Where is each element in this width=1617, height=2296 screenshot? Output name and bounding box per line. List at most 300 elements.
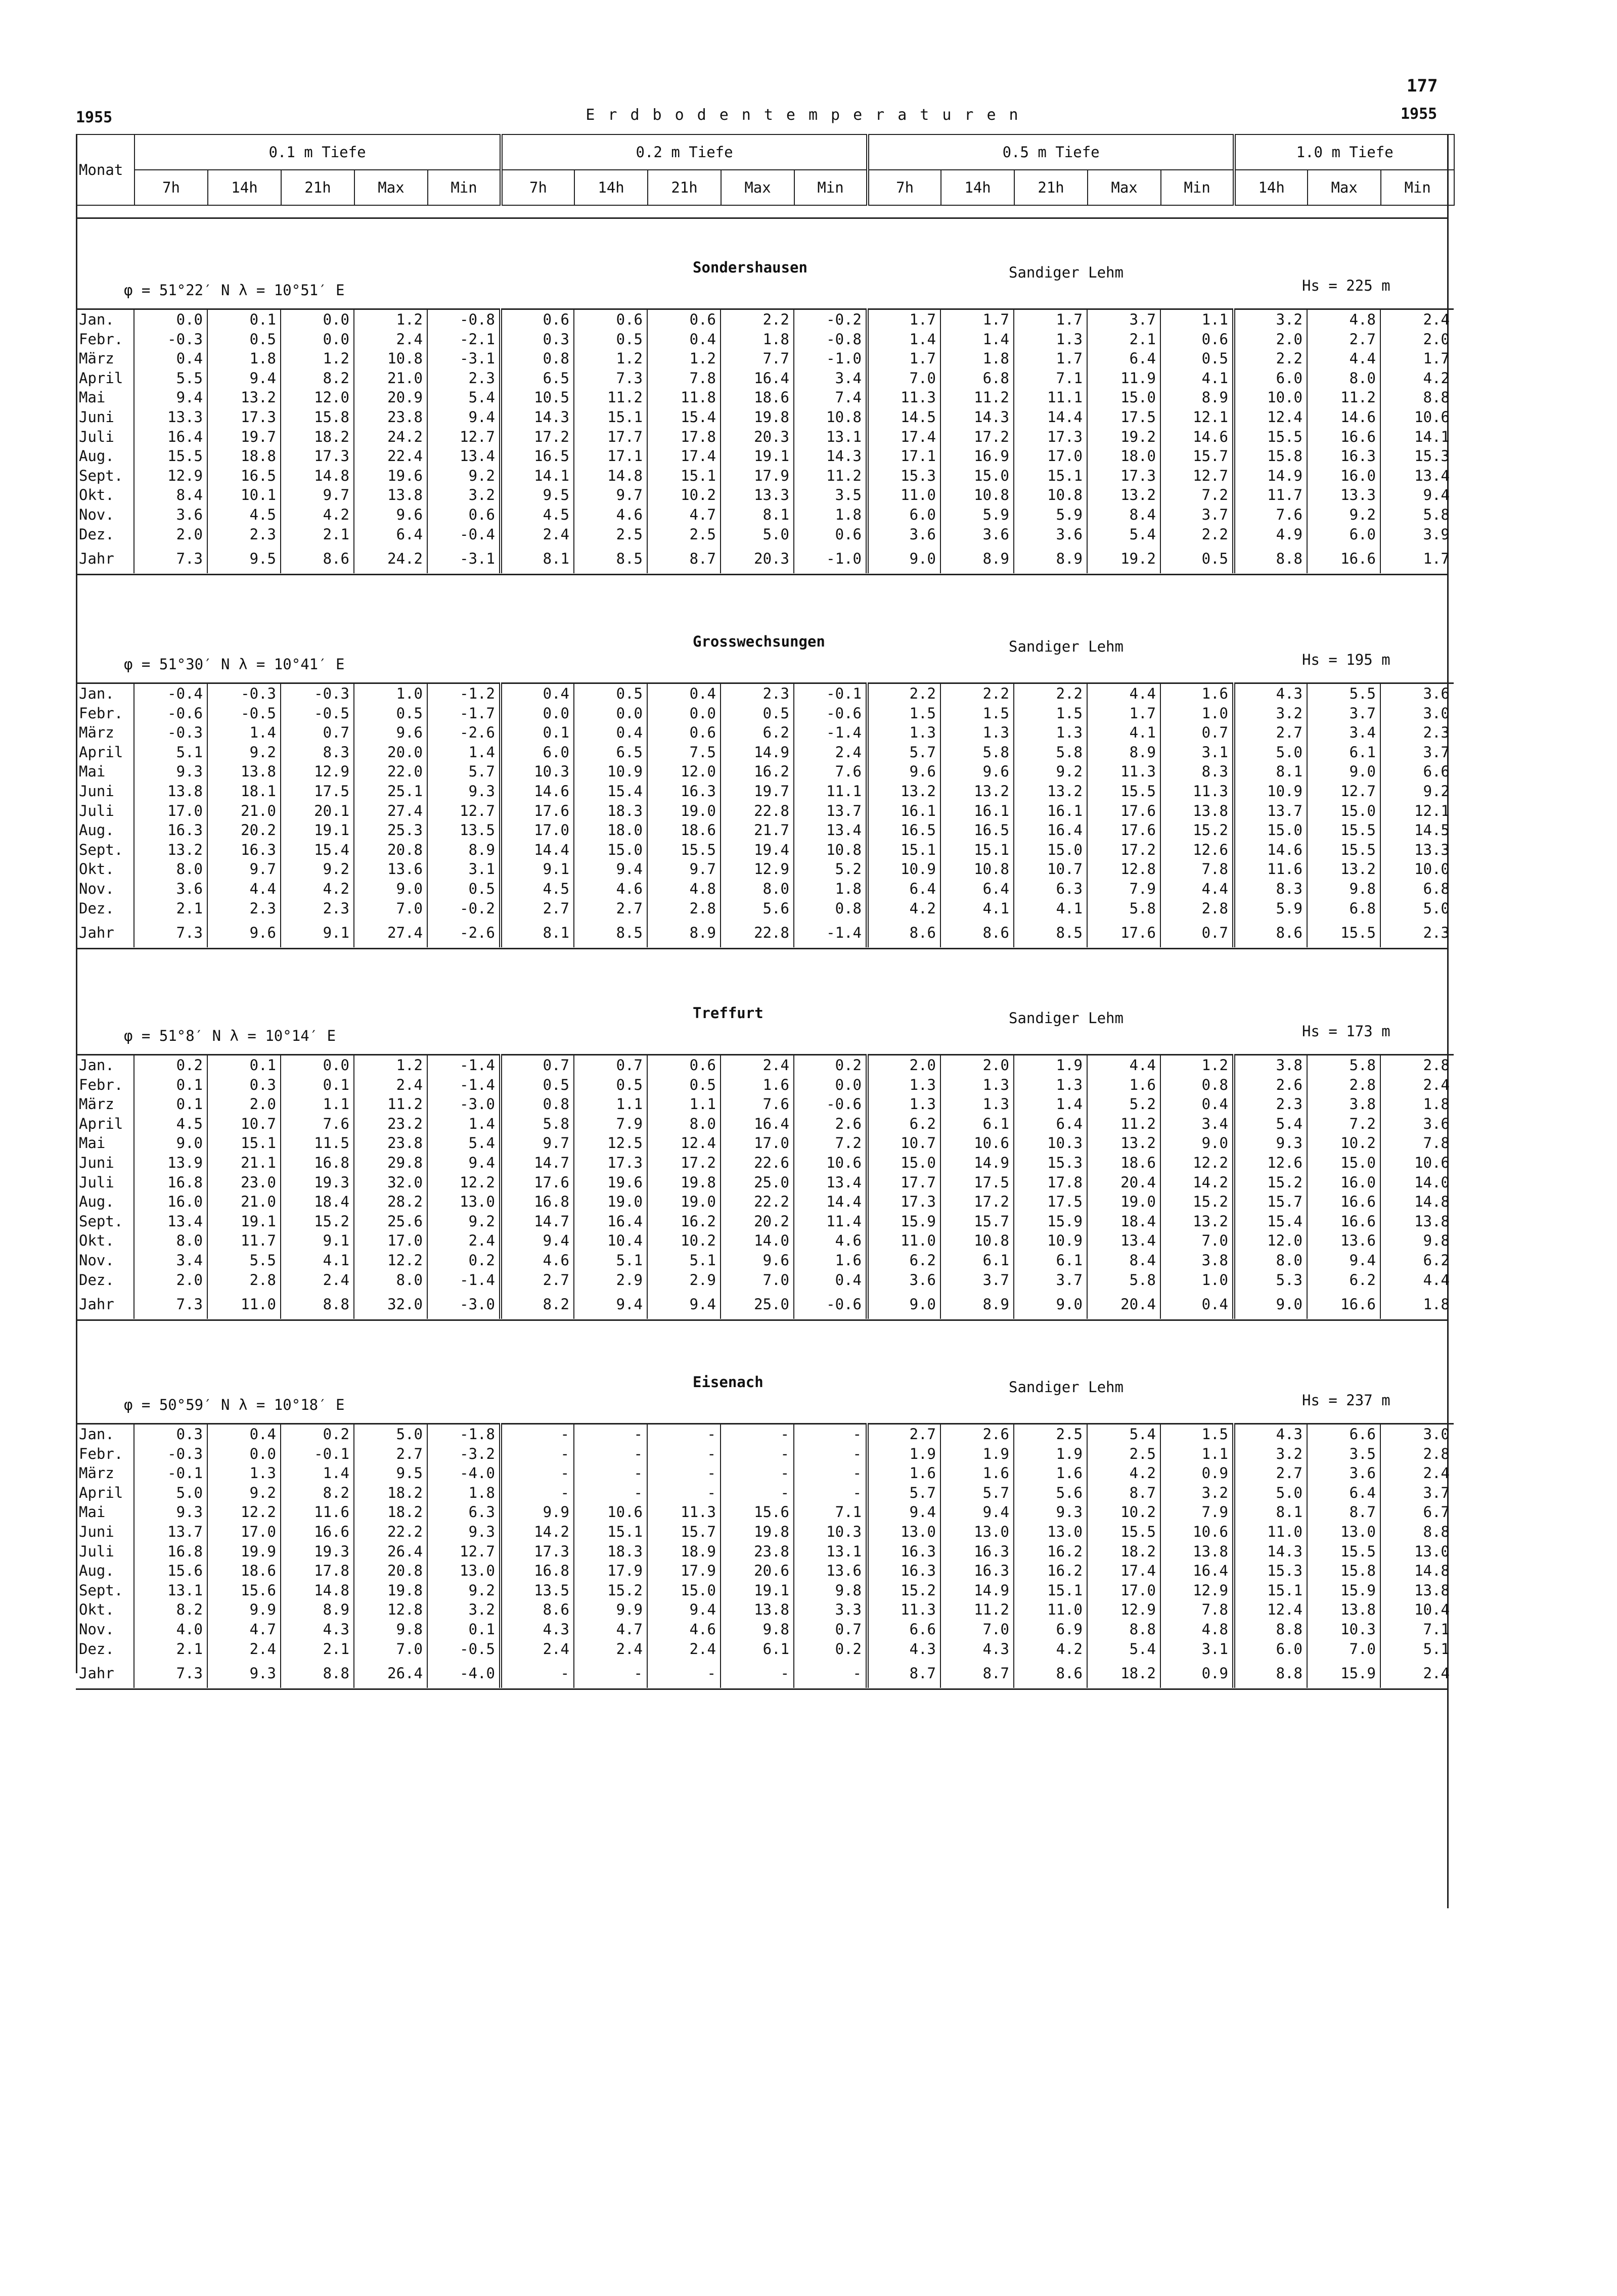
value-cell: 25.6 <box>354 1212 427 1231</box>
value-cell: 0.5 <box>574 1075 647 1095</box>
value-cell: 10.7 <box>207 1114 281 1134</box>
value-cell: 1.8 <box>794 505 867 525</box>
month-label: Jahr <box>76 1290 134 1319</box>
value-cell: 4.1 <box>281 1251 354 1270</box>
value-cell: 3.2 <box>427 1600 501 1620</box>
value-cell: 20.3 <box>721 544 794 573</box>
month-label: Juni <box>76 407 134 427</box>
value-cell: 3.2 <box>1234 1444 1307 1464</box>
value-cell: 10.3 <box>1307 1620 1380 1639</box>
value-cell: 6.4 <box>940 879 1014 899</box>
value-cell: 9.4 <box>647 1600 721 1620</box>
value-cell: 10.4 <box>1414 1601 1450 1619</box>
value-cell: 4.6 <box>794 1231 867 1251</box>
value-cell: 15.3 <box>867 466 940 486</box>
value-cell: 17.4 <box>1087 1561 1160 1581</box>
month-row <box>76 1075 1454 1095</box>
value-cell: 15.7 <box>1234 1192 1307 1212</box>
value-cell: 15.0 <box>647 1581 721 1600</box>
value-cell: 13.5 <box>501 1581 574 1600</box>
value-cell: 17.0 <box>1014 446 1087 466</box>
value-cell: 17.8 <box>647 427 721 447</box>
value-cell: -0.2 <box>794 309 867 330</box>
value-cell: 1.6 <box>1087 1075 1160 1095</box>
value-cell: 9.4 <box>1423 486 1450 504</box>
value-cell: 4.2 <box>281 879 354 899</box>
value-cell: 17.4 <box>647 446 721 466</box>
value-cell: 11.2 <box>1087 1114 1160 1134</box>
value-cell: 0.2 <box>794 1639 867 1659</box>
value-cell: 17.3 <box>574 1153 647 1173</box>
value-cell: 5.1 <box>574 1251 647 1270</box>
value-cell: -0.5 <box>281 704 354 723</box>
value-cell: 5.8 <box>1423 506 1450 523</box>
value-cell: 1.4 <box>1014 1094 1087 1114</box>
value-cell: 9.0 <box>1234 1290 1307 1319</box>
month-row <box>76 407 1454 427</box>
value-cell: 10.5 <box>501 388 574 407</box>
value-cell: 2.8 <box>1307 1075 1380 1095</box>
value-cell: 6.4 <box>867 879 940 899</box>
value-cell: 0.4 <box>501 683 574 704</box>
value-cell: -0.5 <box>207 704 281 723</box>
value-cell: 14.9 <box>940 1581 1014 1600</box>
value-cell: 16.1 <box>940 801 1014 821</box>
value-cell: 11.1 <box>1014 388 1087 407</box>
value-cell: 2.0 <box>1234 330 1307 349</box>
value-cell: 7.3 <box>134 918 207 947</box>
value-cell: -1.4 <box>794 723 867 743</box>
value-cell: 10.2 <box>1307 1133 1380 1153</box>
value-cell: 1.2 <box>647 349 721 369</box>
value-cell: 4.8 <box>647 879 721 899</box>
value-cell: 17.6 <box>1087 918 1160 947</box>
month-label: Juli <box>76 801 134 821</box>
value-cell: 2.0 <box>134 525 207 544</box>
value-cell: 24.2 <box>354 427 427 447</box>
value-cell: 0.9 <box>1160 1463 1234 1483</box>
value-cell: 17.9 <box>574 1561 647 1581</box>
value-cell: 2.4 <box>721 1055 794 1075</box>
value-cell: 16.6 <box>1307 1192 1380 1212</box>
header-group-01: 0.1 m Tiefe <box>134 134 501 170</box>
value-cell: 2.7 <box>1234 723 1307 743</box>
value-cell: 0.4 <box>647 330 721 349</box>
value-cell: - <box>794 1659 867 1688</box>
value-cell: 2.5 <box>1014 1424 1087 1444</box>
value-cell: 13.3 <box>1414 841 1450 858</box>
value-cell: -0.8 <box>794 330 867 349</box>
value-cell: 3.4 <box>1307 723 1380 743</box>
value-cell: 1.0 <box>354 683 427 704</box>
value-cell: 9.6 <box>940 762 1014 782</box>
value-cell: 18.4 <box>281 1192 354 1212</box>
value-cell: 20.2 <box>207 820 281 840</box>
value-cell: - <box>501 1444 574 1464</box>
value-cell: 1.5 <box>1160 1424 1234 1444</box>
value-cell: 16.3 <box>1307 446 1380 466</box>
header-col-1-0: 7h <box>501 170 574 205</box>
value-cell: 2.4 <box>354 1075 427 1095</box>
value-cell: 7.8 <box>1160 1600 1234 1620</box>
value-cell: 1.2 <box>1160 1055 1234 1075</box>
value-cell: 8.1 <box>501 918 574 947</box>
station-table <box>76 1423 1454 1688</box>
value-cell: -0.3 <box>134 330 207 349</box>
value-cell: 2.0 <box>1423 330 1450 348</box>
station-elevation: Hs = 195 m <box>1302 651 1390 668</box>
value-cell: 15.2 <box>574 1581 647 1600</box>
value-cell: - <box>501 1483 574 1503</box>
value-cell: 10.6 <box>1160 1522 1234 1542</box>
month-row <box>76 309 1454 330</box>
value-cell: 17.0 <box>134 801 207 821</box>
month-label: Aug. <box>76 1561 134 1581</box>
value-cell: 7.2 <box>1160 485 1234 505</box>
value-cell: 2.2 <box>1014 683 1087 704</box>
value-cell: 4.2 <box>281 505 354 525</box>
value-cell: 23.8 <box>354 1133 427 1153</box>
value-cell: 12.0 <box>1234 1231 1307 1251</box>
value-cell: 3.2 <box>427 485 501 505</box>
value-cell: 12.0 <box>281 388 354 407</box>
value-cell: 7.7 <box>721 349 794 369</box>
value-cell: 3.8 <box>1307 1094 1380 1114</box>
value-cell: 23.2 <box>354 1114 427 1134</box>
month-row <box>76 485 1454 505</box>
value-cell: 13.6 <box>794 1561 867 1581</box>
value-cell: 16.4 <box>1160 1561 1234 1581</box>
value-cell: 7.2 <box>794 1133 867 1153</box>
value-cell: 7.6 <box>281 1114 354 1134</box>
month-label: Nov. <box>76 1620 134 1639</box>
month-label: Juni <box>76 1522 134 1542</box>
value-cell: - <box>574 1659 647 1688</box>
value-cell: 14.5 <box>867 407 940 427</box>
value-cell: 7.6 <box>794 762 867 782</box>
value-cell: 0.5 <box>1160 544 1234 573</box>
value-cell: 8.5 <box>1014 918 1087 947</box>
value-cell: 19.0 <box>1087 1192 1160 1212</box>
value-cell: 0.0 <box>281 1055 354 1075</box>
value-cell: 2.8 <box>207 1270 281 1290</box>
value-cell: 15.1 <box>1014 466 1087 486</box>
value-cell: 17.5 <box>1014 1192 1087 1212</box>
value-cell: 5.4 <box>1087 525 1160 544</box>
station-coordinates: φ = 51°8′ N λ = 10°14′ E <box>124 1027 336 1044</box>
value-cell: 0.1 <box>207 309 281 330</box>
value-cell: 13.0 <box>427 1192 501 1212</box>
value-cell: 2.0 <box>867 1055 940 1075</box>
value-cell: 4.7 <box>207 1620 281 1639</box>
value-cell: 0.9 <box>1160 1659 1234 1688</box>
month-row <box>76 859 1454 879</box>
value-cell: 9.2 <box>427 1212 501 1231</box>
month-row <box>76 1173 1454 1192</box>
value-cell: 11.2 <box>574 388 647 407</box>
value-cell: 18.3 <box>574 801 647 821</box>
value-cell: 10.6 <box>1414 1154 1450 1171</box>
value-cell: 0.5 <box>354 704 427 723</box>
value-cell: 8.7 <box>867 1659 940 1688</box>
value-cell: 6.1 <box>940 1251 1014 1270</box>
value-cell: 19.1 <box>721 1581 794 1600</box>
value-cell: 2.6 <box>794 1114 867 1134</box>
value-cell: 0.2 <box>134 1055 207 1075</box>
value-cell: 5.7 <box>867 1483 940 1503</box>
value-cell: -0.4 <box>427 525 501 544</box>
value-cell: 0.5 <box>207 330 281 349</box>
value-cell: 8.8 <box>1234 544 1307 573</box>
value-cell: 15.5 <box>1307 1542 1380 1562</box>
value-cell: 9.7 <box>647 859 721 879</box>
value-cell: 4.0 <box>134 1620 207 1639</box>
value-cell: 17.0 <box>207 1522 281 1542</box>
value-cell: 1.1 <box>647 1094 721 1114</box>
value-cell: 3.7 <box>1160 505 1234 525</box>
value-cell: 13.8 <box>1414 1212 1450 1230</box>
value-cell: - <box>501 1463 574 1483</box>
month-label: Aug. <box>76 1192 134 1212</box>
value-cell: 8.2 <box>501 1290 574 1319</box>
value-cell: 12.9 <box>1160 1581 1234 1600</box>
value-cell: 12.6 <box>1160 840 1234 860</box>
value-cell: 10.8 <box>354 349 427 369</box>
page-number: 177 <box>1407 76 1438 96</box>
value-cell: 1.8 <box>794 879 867 899</box>
value-cell: 2.0 <box>134 1270 207 1290</box>
month-label: Jan. <box>76 683 134 704</box>
value-cell: 1.7 <box>1423 550 1450 568</box>
value-cell: 12.9 <box>281 762 354 782</box>
value-cell: 9.6 <box>867 762 940 782</box>
value-cell: 9.8 <box>721 1620 794 1639</box>
value-cell: 2.9 <box>647 1270 721 1290</box>
station-table <box>76 308 1454 573</box>
value-cell: 3.1 <box>427 859 501 879</box>
value-cell: 9.6 <box>354 723 427 743</box>
value-cell: 17.5 <box>281 782 354 801</box>
value-cell: -0.1 <box>281 1444 354 1464</box>
value-cell: 4.7 <box>647 505 721 525</box>
value-cell: 5.5 <box>134 369 207 388</box>
value-cell: 3.7 <box>940 1270 1014 1290</box>
value-cell: -1.0 <box>794 544 867 573</box>
value-cell: 0.4 <box>1160 1094 1234 1114</box>
value-cell: -4.0 <box>427 1659 501 1688</box>
value-cell: 13.4 <box>794 1173 867 1192</box>
header-bottom-line <box>76 217 1449 219</box>
value-cell: 14.7 <box>501 1212 574 1231</box>
value-cell: - <box>501 1424 574 1444</box>
value-cell: 12.7 <box>427 1542 501 1562</box>
value-cell: 5.9 <box>1014 505 1087 525</box>
value-cell: 7.3 <box>134 1290 207 1319</box>
value-cell: 9.2 <box>1307 505 1380 525</box>
value-cell: 11.6 <box>1234 859 1307 879</box>
value-cell: 3.6 <box>1380 683 1454 704</box>
value-cell: 15.4 <box>647 407 721 427</box>
year-right: 1955 <box>1401 105 1438 123</box>
page-title: Erdbodentemperaturen <box>586 106 1031 124</box>
month-row <box>76 704 1454 723</box>
station-elevation: Hs = 225 m <box>1302 277 1390 294</box>
value-cell: 12.7 <box>427 427 501 447</box>
month-row <box>76 743 1454 762</box>
value-cell: 17.2 <box>647 1153 721 1173</box>
value-cell: 10.2 <box>1087 1502 1160 1522</box>
value-cell: 9.4 <box>207 369 281 388</box>
value-cell: 8.8 <box>281 1290 354 1319</box>
value-cell: 12.9 <box>721 859 794 879</box>
value-cell: -0.6 <box>794 1094 867 1114</box>
value-cell: 0.6 <box>501 309 574 330</box>
jahr-row <box>76 918 1454 947</box>
value-cell: -0.3 <box>134 1444 207 1464</box>
value-cell: 22.8 <box>721 801 794 821</box>
value-cell: 1.2 <box>281 349 354 369</box>
station-coordinates: φ = 51°22′ N λ = 10°51′ E <box>124 282 345 299</box>
section-bottom-line <box>76 1319 1449 1321</box>
value-cell: 13.7 <box>134 1522 207 1542</box>
value-cell: -1.2 <box>427 683 501 704</box>
value-cell: -1.8 <box>427 1424 501 1444</box>
value-cell: 14.0 <box>721 1231 794 1251</box>
value-cell: 9.2 <box>427 466 501 486</box>
header-col-2-3: Max <box>1088 170 1161 205</box>
value-cell: 15.5 <box>1234 427 1307 447</box>
value-cell: 3.1 <box>1160 743 1234 762</box>
value-cell: 2.5 <box>1087 1444 1160 1464</box>
value-cell: 0.2 <box>794 1055 867 1075</box>
month-row <box>76 1502 1454 1522</box>
value-cell: 10.8 <box>794 407 867 427</box>
value-cell: 8.9 <box>647 918 721 947</box>
value-cell: 5.8 <box>1087 1270 1160 1290</box>
value-cell: 8.8 <box>1087 1620 1160 1639</box>
header-col-1-3: Max <box>721 170 794 205</box>
value-cell: 1.5 <box>940 704 1014 723</box>
value-cell: 17.6 <box>1087 820 1160 840</box>
value-cell: 24.2 <box>354 544 427 573</box>
value-cell: 19.8 <box>721 1522 794 1542</box>
value-cell: 8.9 <box>281 1600 354 1620</box>
value-cell: 15.2 <box>1160 820 1234 840</box>
value-cell: 19.7 <box>207 427 281 447</box>
value-cell: 15.0 <box>1087 388 1160 407</box>
value-cell: 13.7 <box>794 801 867 821</box>
value-cell: 9.5 <box>501 485 574 505</box>
value-cell: 0.7 <box>574 1055 647 1075</box>
value-cell: 10.2 <box>647 1231 721 1251</box>
value-cell: 6.4 <box>354 525 427 544</box>
value-cell: 12.1 <box>1160 407 1234 427</box>
value-cell: 4.1 <box>1087 723 1160 743</box>
value-cell: 12.2 <box>207 1502 281 1522</box>
value-cell: 5.4 <box>1087 1424 1160 1444</box>
value-cell: 14.9 <box>1234 466 1307 486</box>
value-cell: 10.0 <box>1414 860 1450 878</box>
value-cell: 3.6 <box>134 879 207 899</box>
value-cell: 10.9 <box>574 762 647 782</box>
value-cell: 20.8 <box>354 1561 427 1581</box>
month-row <box>76 1463 1454 1483</box>
value-cell: 15.5 <box>1087 782 1160 801</box>
value-cell: 17.6 <box>501 801 574 821</box>
value-cell: 11.0 <box>1234 1522 1307 1542</box>
value-cell: 2.2 <box>721 309 794 330</box>
month-row <box>76 683 1454 704</box>
value-cell: -0.3 <box>281 683 354 704</box>
value-cell: 9.2 <box>427 1581 501 1600</box>
value-cell: 0.4 <box>134 349 207 369</box>
value-cell: 9.6 <box>721 1251 794 1270</box>
value-cell: 18.2 <box>281 427 354 447</box>
value-cell: 10.3 <box>794 1522 867 1542</box>
value-cell: 12.4 <box>1234 407 1307 427</box>
value-cell: 2.7 <box>574 899 647 919</box>
value-cell: 5.0 <box>1423 899 1450 917</box>
value-cell: 13.0 <box>1014 1522 1087 1542</box>
value-cell: 14.9 <box>940 1153 1014 1173</box>
month-row <box>76 446 1454 466</box>
header-col-0-3: Max <box>354 170 428 205</box>
value-cell: 1.8 <box>721 330 794 349</box>
value-cell: 23.8 <box>721 1542 794 1562</box>
value-cell: 11.0 <box>867 485 940 505</box>
value-cell: 3.8 <box>1160 1251 1234 1270</box>
value-cell: 0.1 <box>207 1055 281 1075</box>
value-cell: 7.0 <box>354 1639 427 1659</box>
value-cell: 4.5 <box>134 1114 207 1134</box>
value-cell: 20.9 <box>354 388 427 407</box>
value-cell: 0.7 <box>1160 918 1234 947</box>
value-cell: 14.3 <box>940 407 1014 427</box>
value-cell: 13.2 <box>1014 782 1087 801</box>
value-cell: 1.7 <box>867 309 940 330</box>
value-cell: - <box>647 1444 721 1464</box>
value-cell: -2.6 <box>427 723 501 743</box>
value-cell: 15.9 <box>1307 1581 1380 1600</box>
value-cell: 17.6 <box>501 1173 574 1192</box>
value-cell: 29.8 <box>354 1153 427 1173</box>
value-cell: 8.8 <box>1234 1659 1307 1688</box>
value-cell: 5.5 <box>207 1251 281 1270</box>
value-cell: 11.3 <box>867 388 940 407</box>
value-cell: 25.0 <box>721 1290 794 1319</box>
value-cell: 9.8 <box>794 1581 867 1600</box>
month-row <box>76 1639 1454 1659</box>
value-cell: -0.8 <box>427 309 501 330</box>
value-cell: 2.7 <box>501 1270 574 1290</box>
value-cell: 2.4 <box>501 1639 574 1659</box>
value-cell: 12.4 <box>1234 1600 1307 1620</box>
value-cell: 10.6 <box>940 1133 1014 1153</box>
value-cell: 16.4 <box>134 427 207 447</box>
value-cell: 0.8 <box>501 1094 574 1114</box>
value-cell: 14.1 <box>501 466 574 486</box>
month-label: April <box>76 1114 134 1134</box>
value-cell: 3.9 <box>1423 525 1450 543</box>
value-cell: 1.8 <box>1423 1095 1450 1113</box>
value-cell: 5.3 <box>1234 1270 1307 1290</box>
value-cell: 18.6 <box>207 1561 281 1581</box>
value-cell: 18.6 <box>721 388 794 407</box>
value-cell: 12.4 <box>647 1133 721 1153</box>
value-cell: 7.0 <box>354 899 427 919</box>
value-cell: 17.9 <box>721 466 794 486</box>
value-cell: 7.9 <box>574 1114 647 1134</box>
